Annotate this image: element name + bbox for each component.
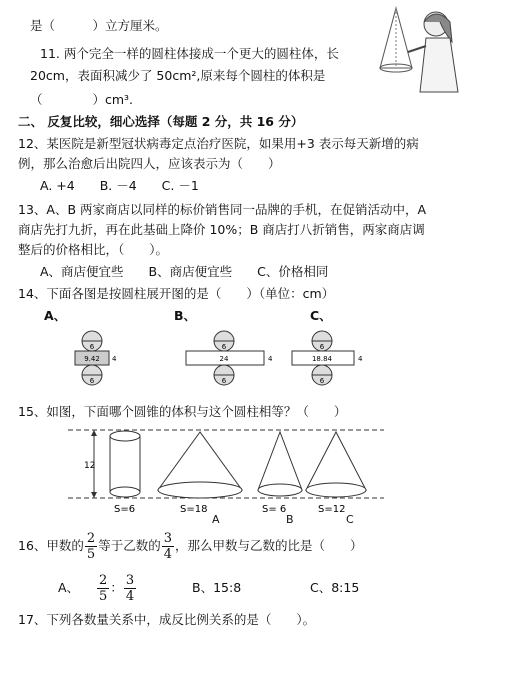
q16-opt-a-colon: ： bbox=[110, 580, 123, 595]
q13-line3: 整后的价格相比，（ ）。 bbox=[18, 242, 169, 257]
q16-opt-a-f2-num: 3 bbox=[125, 573, 135, 588]
q16-f2-den: 4 bbox=[163, 547, 172, 562]
q16-option-b: B、15:8 bbox=[192, 580, 242, 595]
q16-opt-a-f2-den: 4 bbox=[125, 589, 135, 604]
q16-text-mid: 等于乙数的 bbox=[98, 538, 161, 553]
q16-option-a-label: A、 bbox=[58, 580, 80, 595]
q13-options: A、商店便宜些 B、商店便宜些 C、价格相同 bbox=[40, 264, 329, 279]
q14-a-rect-label: 9.42 bbox=[84, 355, 100, 363]
q14-b-rect-label: 24 bbox=[219, 355, 229, 363]
q14-figure-a bbox=[70, 330, 130, 386]
q14-a-circle-bottom-label: 6 bbox=[89, 377, 95, 385]
q14-c-side-label: 4 bbox=[358, 355, 363, 363]
q15-cone-b-area-label: S= 6 bbox=[262, 504, 287, 515]
q14-c-circle-bottom-label: 6 bbox=[319, 377, 325, 385]
q16-fraction-2 bbox=[162, 531, 174, 562]
q15-cylinder-area-label: S=6 bbox=[114, 504, 136, 515]
q15-cone-a-area-label: S=18 bbox=[180, 504, 208, 515]
q13-line1: 13、A、B 两家商店以同样的标价销售同一品牌的手机，在促销活动中，A bbox=[18, 202, 427, 217]
q12-line2: 例，那么治愈后出院四人，应该表示为（ ） bbox=[18, 156, 281, 171]
q11-line2: 20cm，表面积减少了 50cm²,原来每个圆柱的体积是 bbox=[30, 68, 326, 83]
q16-f1-num: 2 bbox=[86, 531, 96, 546]
q13-line2: 商店先打九折，再在此基础上降价 10%；B 商店打八折销售，两家商店调 bbox=[18, 222, 425, 237]
q11-line3: （ ）cm³. bbox=[30, 92, 134, 107]
q12-options: A. +4 B. －4 C. －1 bbox=[40, 178, 199, 193]
q14-c-circle-top-label: 6 bbox=[319, 343, 325, 351]
q16-f1-den: 5 bbox=[86, 547, 96, 562]
q14-question: 14、下面各图是按圆柱展开图的是（ ）（单位：cm） bbox=[18, 286, 335, 301]
q14-b-circle-top-label: 6 bbox=[221, 343, 227, 351]
q14-b-circle-bottom-label: 6 bbox=[221, 377, 227, 385]
q14-c-rect-label: 18.84 bbox=[311, 355, 333, 363]
q16-f2-num: 3 bbox=[163, 531, 172, 546]
q16-text-pre: 16、甲数的 bbox=[18, 538, 84, 553]
q14-figure-c bbox=[288, 330, 368, 386]
q16-text-post: ，那么甲数与乙数的比是（ ） bbox=[174, 538, 363, 553]
q11-line1: 11. 两个完全一样的圆柱体接成一个更大的圆柱体，长 bbox=[40, 46, 339, 61]
q15-question: 15、如图，下面哪个圆锥的体积与这个圆柱相等？（ ） bbox=[18, 404, 347, 419]
q14-a-circle-top-label: 6 bbox=[89, 343, 95, 351]
q17-question: 17、下列各数量关系中，成反比例关系的是（ ）。 bbox=[18, 612, 316, 627]
q16-opt-a-fraction-1 bbox=[97, 573, 109, 604]
q15-cone-c-area-label: S=12 bbox=[318, 504, 346, 515]
q16-opt-a-f1-num: 2 bbox=[99, 573, 108, 588]
q15-height-label: 12 bbox=[84, 461, 96, 471]
girl-with-cone-illustration bbox=[374, 2, 466, 94]
q14-label-a: A、 bbox=[44, 308, 67, 323]
line-0: 是（ ）立方厘米。 bbox=[30, 18, 168, 33]
section-2-heading: 二、 反复比较，细心选择（每题 2 分，共 16 分） bbox=[18, 114, 304, 129]
q12-line1: 12、某医院是新型冠状病毒定点治疗医院，如果用+3 表示每天新增的病 bbox=[18, 136, 419, 151]
q14-label-c: C、 bbox=[310, 308, 332, 323]
q16-opt-a-fraction-2 bbox=[124, 573, 136, 604]
q15-option-b: B bbox=[286, 513, 294, 526]
q14-figure-b bbox=[182, 330, 278, 386]
q16-option-a bbox=[58, 568, 137, 608]
q15-option-c: C bbox=[346, 513, 354, 526]
q16-fraction-1 bbox=[85, 531, 97, 562]
q14-b-side-label: 4 bbox=[268, 355, 273, 363]
q16-question bbox=[18, 526, 363, 566]
q14-label-b: B、 bbox=[174, 308, 197, 323]
q14-a-side-label: 4 bbox=[112, 355, 117, 363]
q15-figure bbox=[68, 426, 384, 524]
q16-option-c: C、8:15 bbox=[310, 580, 360, 595]
q16-opt-a-f1-den: 5 bbox=[99, 589, 108, 604]
q15-option-a: A bbox=[212, 513, 220, 526]
